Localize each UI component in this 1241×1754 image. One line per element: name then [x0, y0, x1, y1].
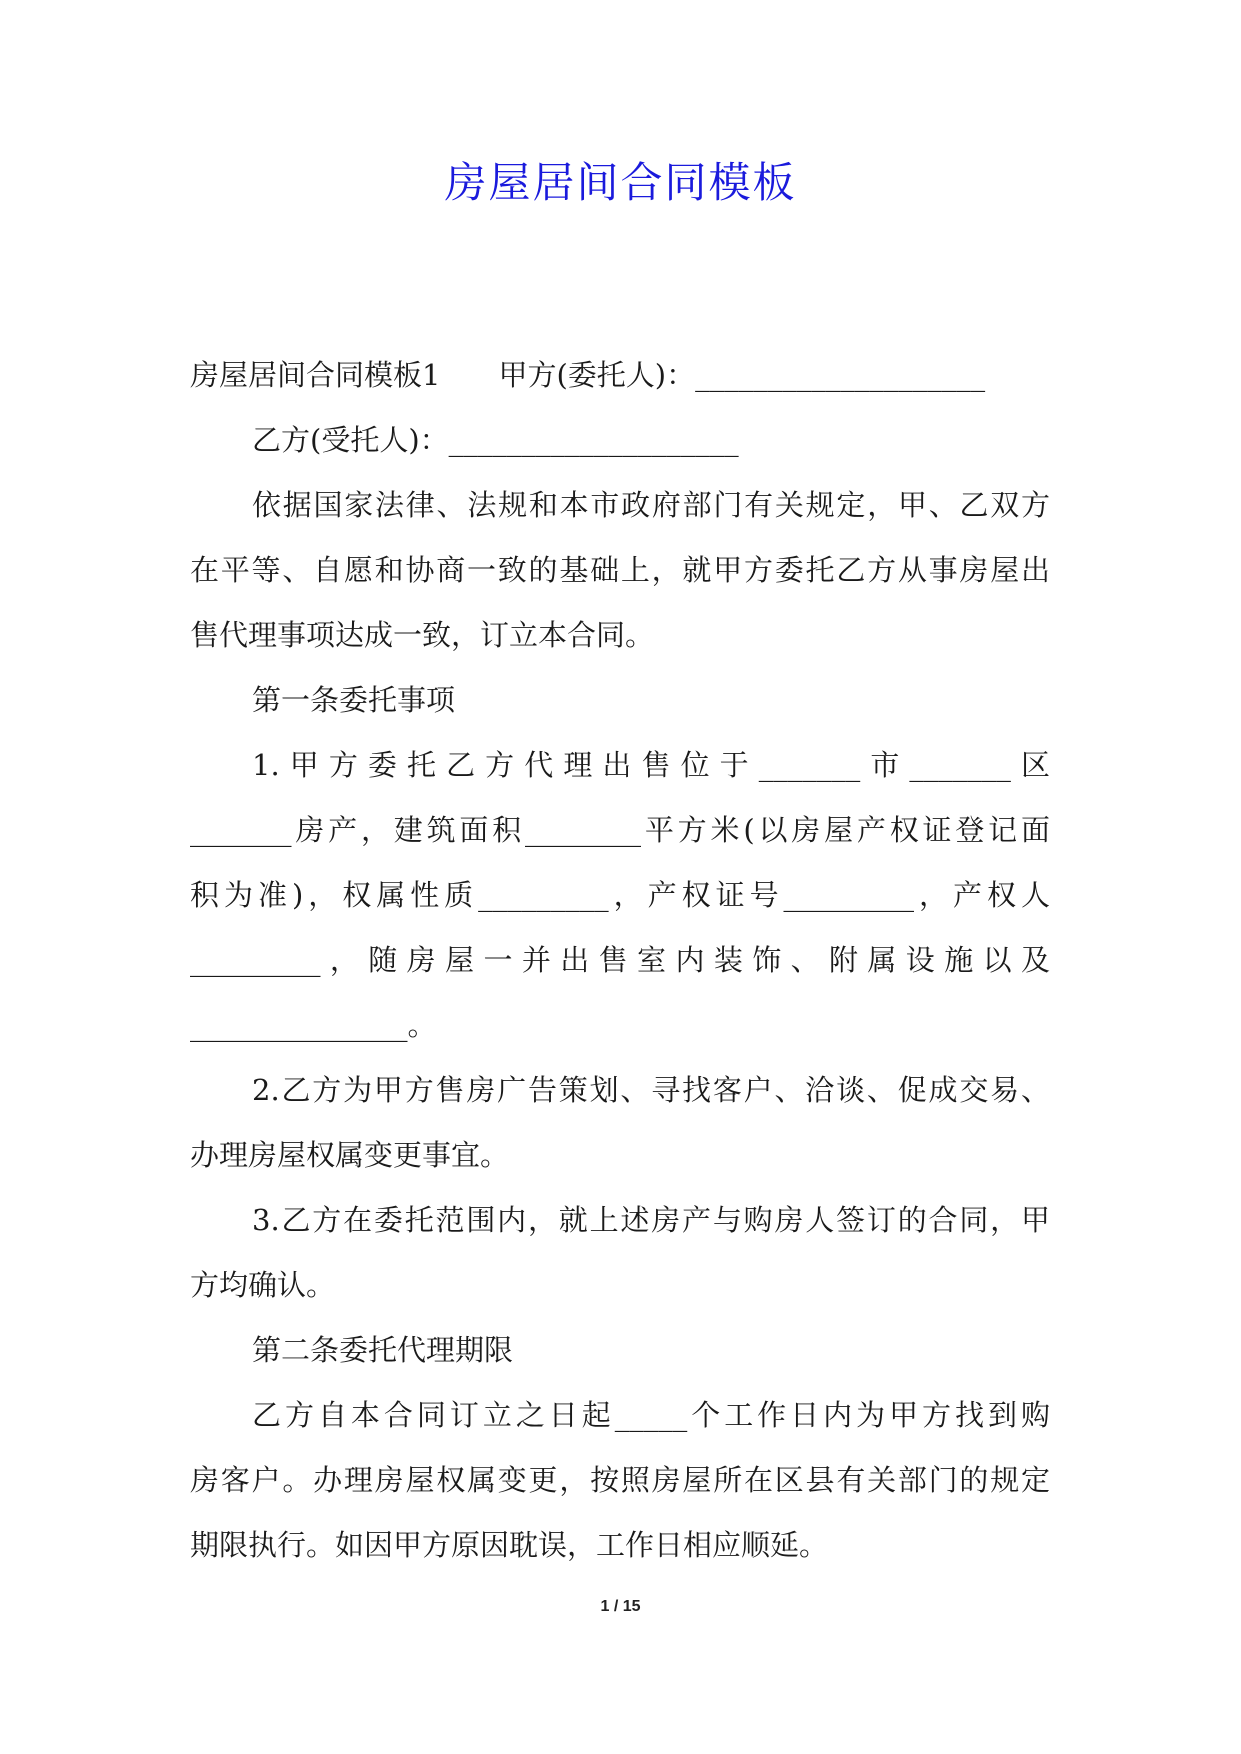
text-line: 办理房屋权属变更事宜。 — [190, 1138, 510, 1172]
text-line: 方均确认。 — [190, 1268, 336, 1302]
document-body — [190, 355, 1050, 1590]
text-line: 乙方(受托人)：____________________ — [252, 423, 739, 457]
text-line: 3.乙方在委托范围内，就上述房产与购房人签订的合同，甲 — [252, 1203, 1050, 1237]
text-line: _______房产，建筑面积________平方米(以房屋产权证登记面 — [190, 813, 1050, 847]
text-line: _________，随房屋一并出售室内装饰、附属设施以及 — [190, 943, 1050, 977]
text-line: 第二条委托代理期限 — [252, 1333, 514, 1367]
text-line: 依据国家法律、法规和本市政府部门有关规定，甲、乙双方 — [252, 488, 1050, 522]
text-line: 房客户。办理房屋权属变更，按照房屋所在区县有关部门的规定 — [190, 1463, 1050, 1497]
text-line: 积为准)，权属性质_________，产权证号_________，产权人 — [190, 878, 1050, 912]
text-line: _______________。 — [190, 1008, 437, 1042]
text-line: 售代理事项达成一致，订立本合同。 — [190, 618, 655, 652]
text-line: 期限执行。如因甲方原因耽误，工作日相应顺延。 — [190, 1528, 829, 1562]
text-line: 乙方自本合同订立之日起_____个工作日内为甲方找到购 — [252, 1398, 1050, 1432]
text-line: 2.乙方为甲方售房广告策划、寻找客户、洽谈、促成交易、 — [252, 1073, 1050, 1107]
document-title: 房屋居间合同模板 — [444, 158, 797, 207]
text-line: 1.甲方委托乙方代理出售位于_______市_______区 — [252, 748, 1050, 782]
text-line: 第一条委托事项 — [252, 683, 456, 717]
page-number: 1 / 15 — [600, 1598, 641, 1615]
text-line: 在平等、自愿和协商一致的基础上，就甲方委托乙方从事房屋出 — [190, 553, 1050, 587]
text-line: 房屋居间合同模板1 甲方(委托人)：____________________ — [190, 358, 986, 392]
